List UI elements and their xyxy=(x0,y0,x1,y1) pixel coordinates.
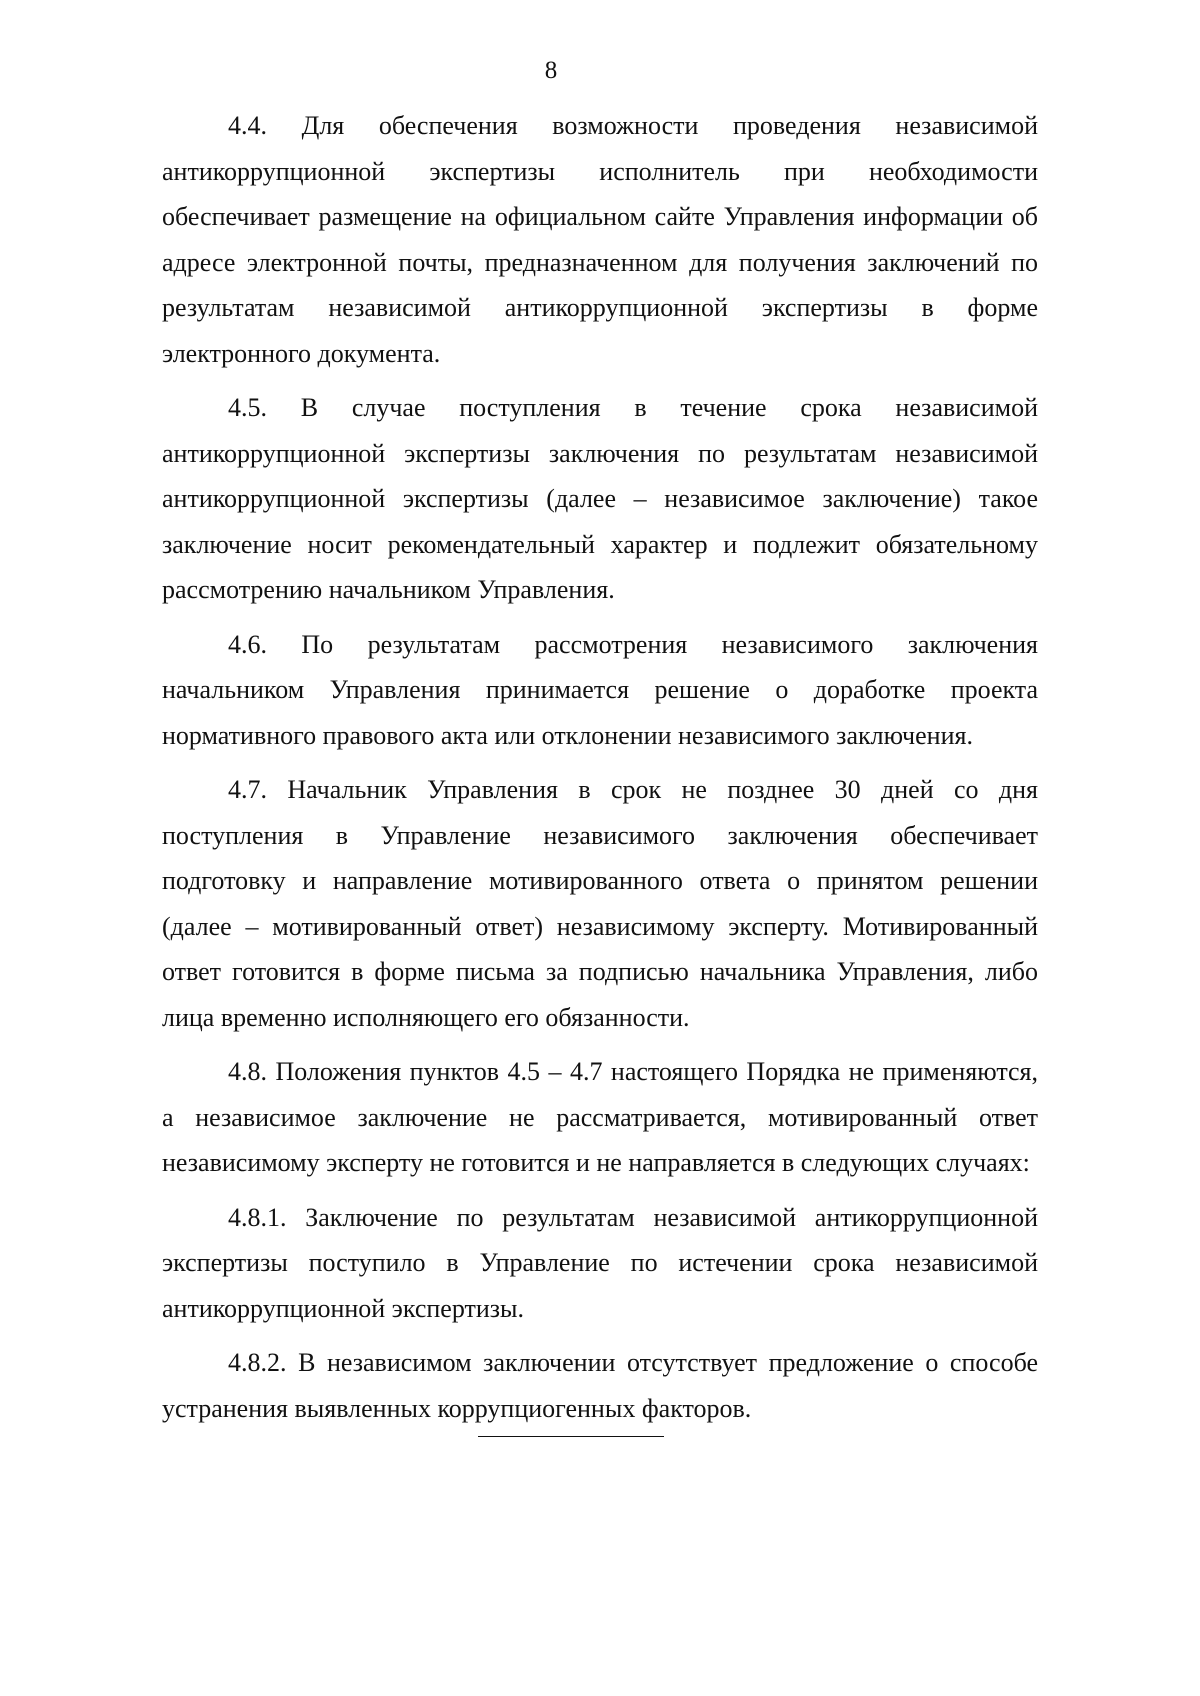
document-body xyxy=(162,103,1038,1440)
paragraph-4-8-1: 4.8.1. Заключение по результатам независимой антикоррупционной экспертизы поступило в Управление по истечении срока независимой антикоррупционной экспертизы. xyxy=(162,1202,1038,1323)
paragraph-4-4: 4.4. Для обеспечения возможности проведения независимой антикоррупционной экспертизы исполнитель при необходимости обеспечивает размещение на официальном сайте Управления информации об адресе электронной почты, предназначенном для получения заключений по результатам независимой антикоррупционной экспертизы в форме электронного документа. xyxy=(162,111,1038,368)
paragraph-4-6: 4.6. По результатам рассмотрения независимого заключения начальником Управления принимается решение о доработке проекта нормативного правового акта или отклонении независимого заключения. xyxy=(162,629,1038,750)
paragraph-4-8-2: 4.8.2. В независимом заключении отсутствует предложение о способе устранения выявленных коррупциогенных факторов. xyxy=(162,1348,1038,1423)
page-number: 8 xyxy=(544,57,558,84)
end-of-document-rule xyxy=(478,1436,664,1437)
paragraph-4-8: 4.8. Положения пунктов 4.5 – 4.7 настоящего Порядка не применяются, а независимое заключение не рассматривается, мотивированный ответ независимому эксперту не готовится и не направляется в следующих случаях: xyxy=(162,1057,1038,1177)
paragraph-4-7: 4.7. Начальник Управления в срок не позднее 30 дней со дня поступления в Управление независимого заключения обеспечивает подготовку и направление мотивированного ответа о принятом решении (далее – мотивированный ответ) независимому эксперту. Мотивированный ответ готовится в форме письма за подписью начальника Управления, либо лица временно исполняющего его обязанности. xyxy=(162,775,1038,1032)
paragraph-4-5: 4.5. В случае поступления в течение срока независимой антикоррупционной экспертизы заключения по результатам независимой антикоррупционной экспертизы (далее – независимое заключение) такое заключение носит рекомендательный характер и подлежит обязательному рассмотрению начальником Управления. xyxy=(162,393,1038,604)
